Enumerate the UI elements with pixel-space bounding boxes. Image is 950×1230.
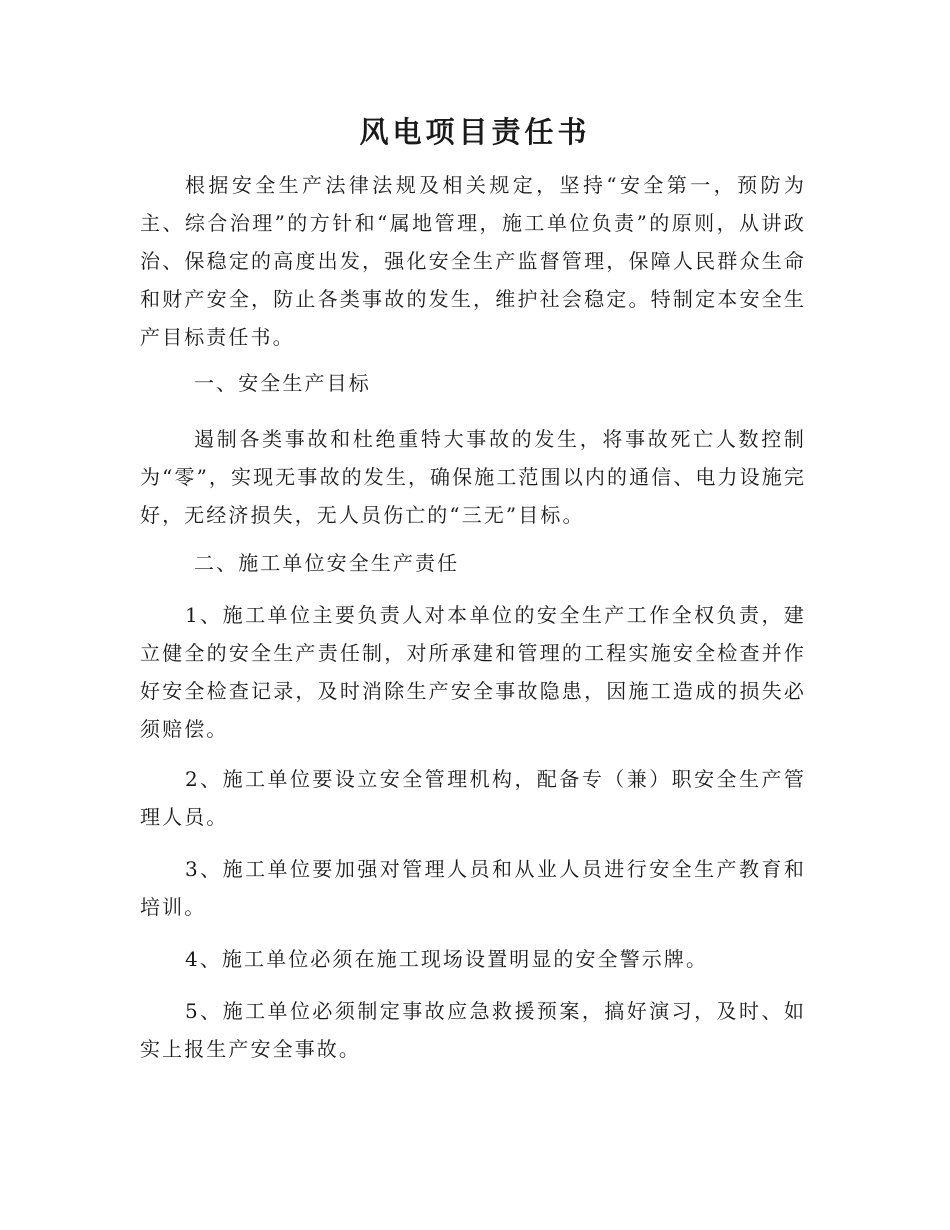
document-title: 风电项目责任书 <box>359 115 591 149</box>
responsibility-item-5: 5、施工单位必须制定事故应急救援预案，搞好演习，及时、如实上报生产安全事故。 <box>140 999 806 1061</box>
responsibility-item-3: 3、施工单位要加强对管理人员和从业人员进行安全生产教育和培训。 <box>140 857 806 919</box>
responsibility-item-2: 2、施工单位要设立安全管理机构，配备专（兼）职安全生产管理人员。 <box>140 767 806 829</box>
safety-goals-paragraph: 遏制各类事故和杜绝重特大事故的发生，将事故死亡人数控制为“零”，实现无事故的发生，确保施工范围以内的通信、电力设施完好，无经济损失，无人员伤亡的“三无”目标。 <box>140 427 806 527</box>
responsibility-item-1: 1、施工单位主要负责人对本单位的安全生产工作全权负责，建立健全的安全生产责任制，对所承建和管理的工程实施安全检查并作好安全检查记录，及时消除生产安全事故隐患，因施工造成的损失必须赔偿。 <box>140 603 806 741</box>
section-heading-safety-goals: 一、安全生产目标 <box>194 371 371 395</box>
section-heading-contractor-responsibility: 二、施工单位安全生产责任 <box>194 551 460 575</box>
intro-paragraph: 根据安全生产法律法规及相关规定，坚持“安全第一，预防为主、综合治理”的方针和“属地管理，施工单位负责”的原则，从讲政治、保稳定的高度出发，强化安全生产监督管理，保障人民群众生命和财产安全，防止各类事故的发生，维护社会稳定。特制定本安全生产目标责任书。 <box>140 173 806 349</box>
responsibility-item-4: 4、施工单位必须在施工现场设置明显的安全警示牌。 <box>185 947 709 971</box>
